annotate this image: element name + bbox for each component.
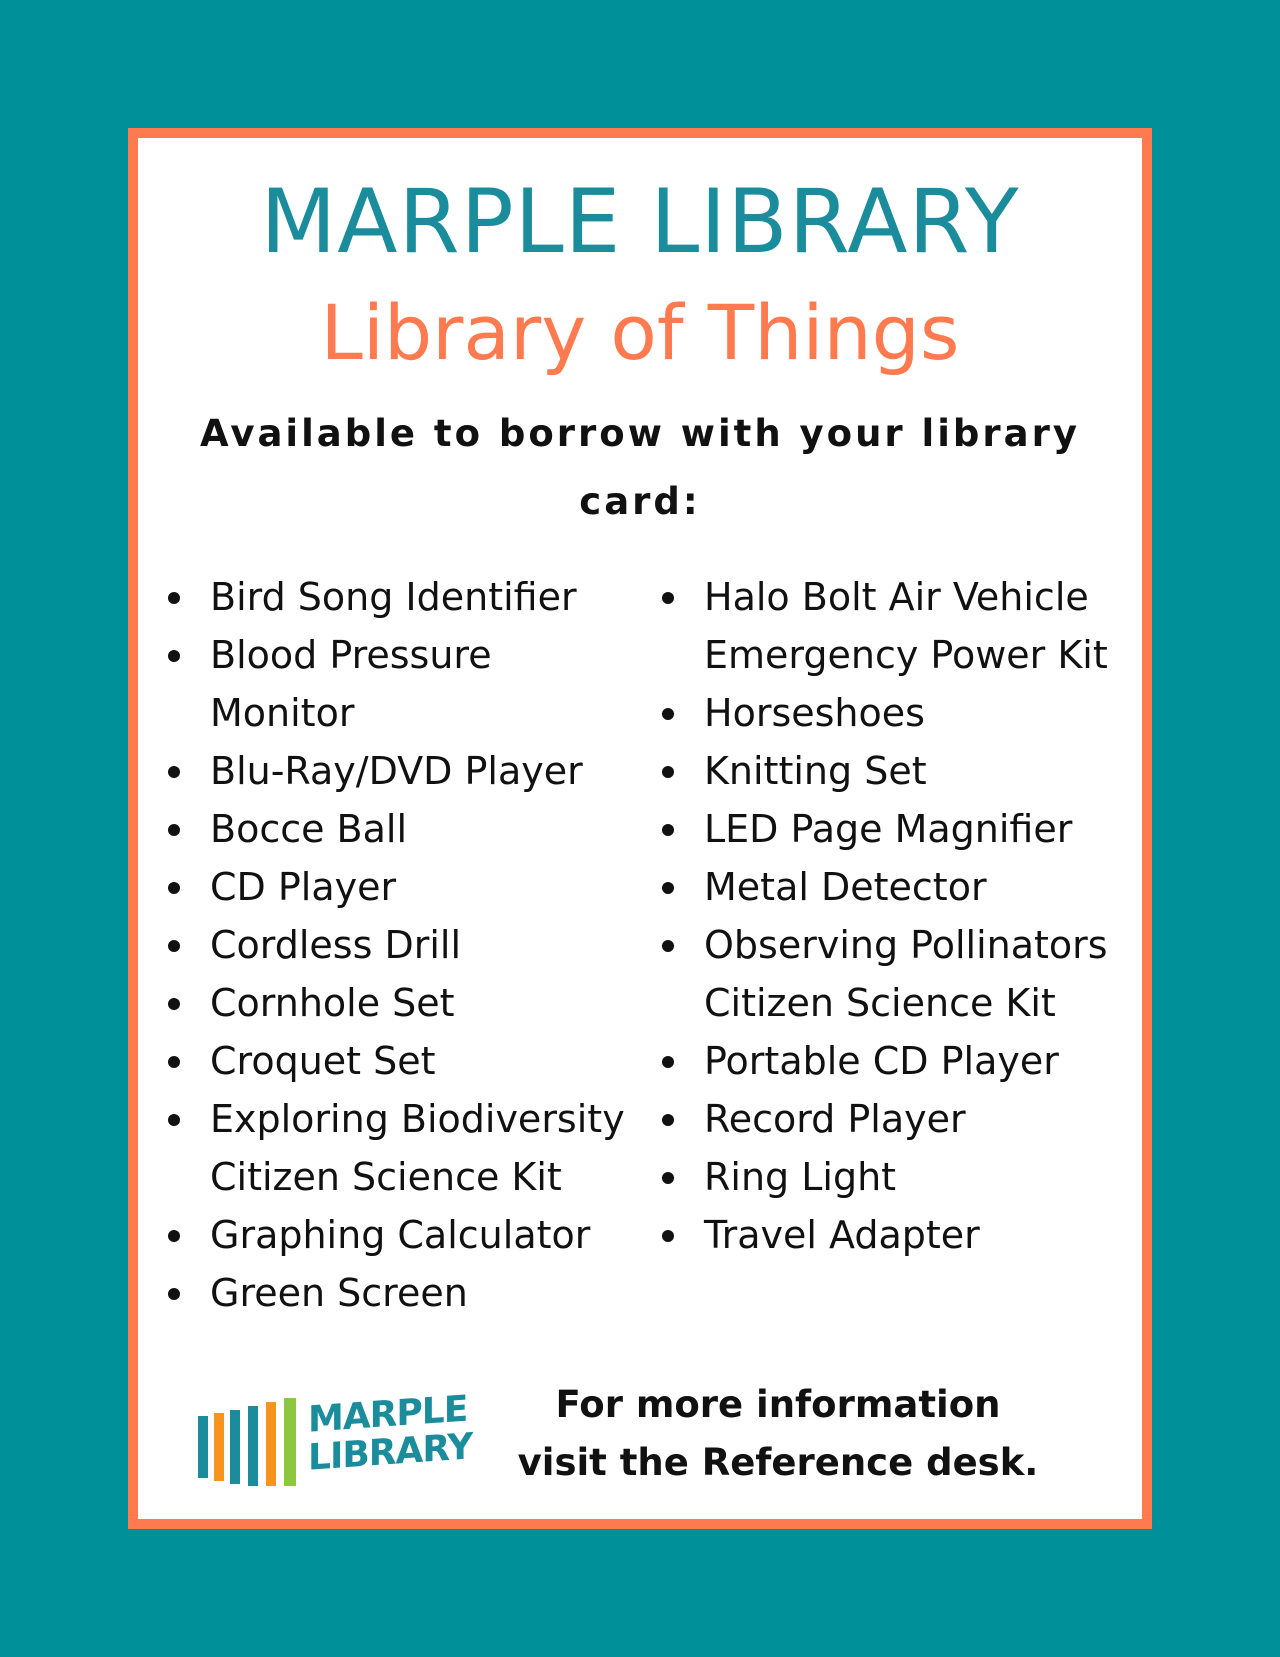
library-subtitle: Library of Things: [320, 288, 960, 377]
list-item: Observing Pollinators Citizen Science Kit: [652, 916, 1122, 1032]
list-item: Travel Adapter: [652, 1206, 1122, 1264]
list-item: Bocce Ball: [158, 800, 628, 858]
list-item: Cornhole Set: [158, 974, 628, 1032]
list-item: Graphing Calculator: [158, 1206, 628, 1264]
more-info-text: [498, 1376, 1058, 1492]
info-line-1: For more information: [555, 1383, 1001, 1426]
flyer-card: [128, 128, 1152, 1529]
list-item: Portable CD Player: [652, 1032, 1122, 1090]
logo-bar: [266, 1402, 276, 1486]
logo-bars-icon: [196, 1388, 306, 1488]
info-line-2: visit the Reference desk.: [517, 1441, 1039, 1484]
list-item: Exploring Biodiversity Citizen Science Kit: [158, 1090, 628, 1206]
list-item: Metal Detector: [652, 858, 1122, 916]
logo-line-1: MARPLE: [308, 1388, 468, 1441]
list-item: Bird Song Identifier: [158, 568, 628, 626]
list-item: Halo Bolt Air Vehicle Emergency Power Kit: [652, 568, 1122, 684]
items-list-left: [158, 568, 628, 1322]
list-item: Record Player: [652, 1090, 1122, 1148]
logo-line-2: LIBRARY: [308, 1426, 473, 1479]
list-item: Croquet Set: [158, 1032, 628, 1090]
list-item: Cordless Drill: [158, 916, 628, 974]
marple-library-logo: [196, 1388, 473, 1488]
list-item: CD Player: [158, 858, 628, 916]
items-list-right: [652, 568, 1122, 1264]
list-item: Ring Light: [652, 1148, 1122, 1206]
logo-bar: [214, 1413, 224, 1481]
library-title: MARPLE LIBRARY: [260, 170, 1020, 273]
list-item: LED Page Magnifier: [652, 800, 1122, 858]
list-item: Blood Pressure Monitor: [158, 626, 628, 742]
logo-bar: [198, 1416, 208, 1478]
logo-bar: [248, 1406, 258, 1486]
list-item: Horseshoes: [652, 684, 1122, 742]
list-item: Blu-Ray/DVD Player: [158, 742, 628, 800]
list-item: Knitting Set: [652, 742, 1122, 800]
logo-bar: [284, 1398, 296, 1486]
list-item: Green Screen: [158, 1264, 628, 1322]
intro-text: Available to borrow with your library card:: [200, 412, 1080, 523]
logo-bar: [230, 1410, 240, 1484]
logo-wordmark: [308, 1390, 472, 1477]
